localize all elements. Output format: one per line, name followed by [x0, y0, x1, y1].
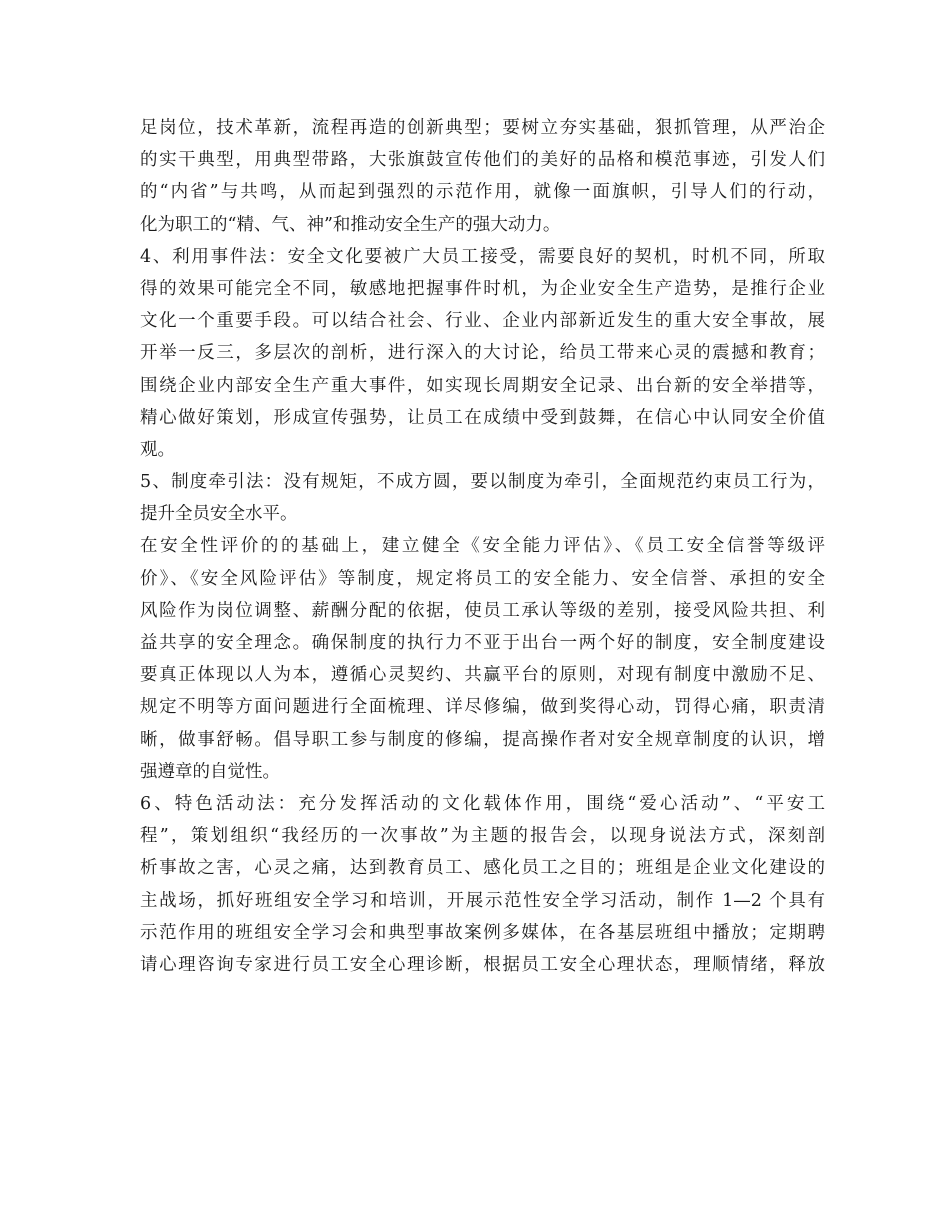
text-line: 强遵章的自觉性。 [140, 761, 280, 782]
text-line: 的实干典型，用典型带路，大张旗鼓宣传他们的美好的品格和模范事迹，引发人们 [140, 150, 825, 171]
text-line: 4、利用事件法：安全文化要被广大员工接受，需要良好的契机，时机不同，所取 [140, 246, 825, 267]
text-line: 提升全员安全水平。 [140, 504, 298, 525]
text-line: 主战场，抓好班组安全学习和培训，开展示范性安全学习活动，制作 1—2 个具有 [140, 890, 825, 911]
text-line: 请心理咨询专家进行员工安全心理诊断，根据员工安全心理状态，理顺情绪，释放 [140, 954, 825, 975]
document-body [140, 112, 825, 981]
text-line: 观。 [140, 439, 175, 460]
text-line: 示范作用的班组安全学习会和典型事故案例多媒体，在各基层班组中播放；定期聘 [140, 922, 825, 943]
text-line: 化为职工的“精、气、神”和推动安全生产的强大动力。 [140, 214, 561, 235]
text-line: 析事故之害，心灵之痛，达到教育员工、感化员工之目的；班组是企业文化建设的 [140, 858, 825, 879]
text-line: 精心做好策划，形成宣传强势，让员工在成绩中受到鼓舞，在信心中认同安全价值 [140, 407, 825, 428]
text-line: 围绕企业内部安全生产重大事件，如实现长周期安全记录、出台新的安全举措等， [140, 375, 825, 396]
text-line: 在安全性评价的的基础上，建立健全《安全能力评估》、《员工安全信誉等级评 [140, 536, 825, 557]
text-line: 得的效果可能完全不同，敏感地把握事件时机，为企业安全生产造势，是推行企业 [140, 278, 825, 299]
text-line: 5、制度牵引法：没有规矩，不成方圆，要以制度为牵引，全面规范约束员工行为， [140, 472, 825, 493]
text-line: 规定不明等方面问题进行全面梳理、详尽修编，做到奖得心动，罚得心痛，职责清 [140, 697, 825, 718]
text-line: 足岗位，技术革新，流程再造的创新典型；要树立夯实基础，狠抓管理，从严治企 [140, 118, 825, 138]
text-line: 晰，做事舒畅。倡导职工参与制度的修编，提高操作者对安全规章制度的认识，增 [140, 729, 825, 750]
text-line: 程”，策划组织“我经历的一次事故”为主题的报告会，以现身说法方式，深刻剖 [140, 826, 825, 847]
text-line: 价》、《安全风险评估》等制度，规定将员工的安全能力、安全信誉、承担的安全 [140, 568, 825, 589]
text-line: 的“内省”与共鸣，从而起到强烈的示范作用，就像一面旗帜，引导人们的行动， [140, 182, 825, 203]
text-line: 文化一个重要手段。可以结合社会、行业、企业内部新近发生的重大安全事故，展 [140, 311, 825, 332]
text-line: 6、特色活动法：充分发挥活动的文化载体作用，围绕“爱心活动”、“平安工 [140, 793, 825, 814]
text-line: 风险作为岗位调整、薪酬分配的依据，使员工承认等级的差别，接受风险共担、利 [140, 600, 825, 621]
text-line: 开举一反三，多层次的剖析，进行深入的大讨论，给员工带来心灵的震撼和教育； [140, 343, 825, 364]
text-line: 要真正体现以人为本，遵循心灵契约、共赢平台的原则，对现有制度中激励不足、 [140, 665, 825, 686]
text-line: 益共享的安全理念。确保制度的执行力不亚于出台一两个好的制度，安全制度建设 [140, 633, 825, 653]
